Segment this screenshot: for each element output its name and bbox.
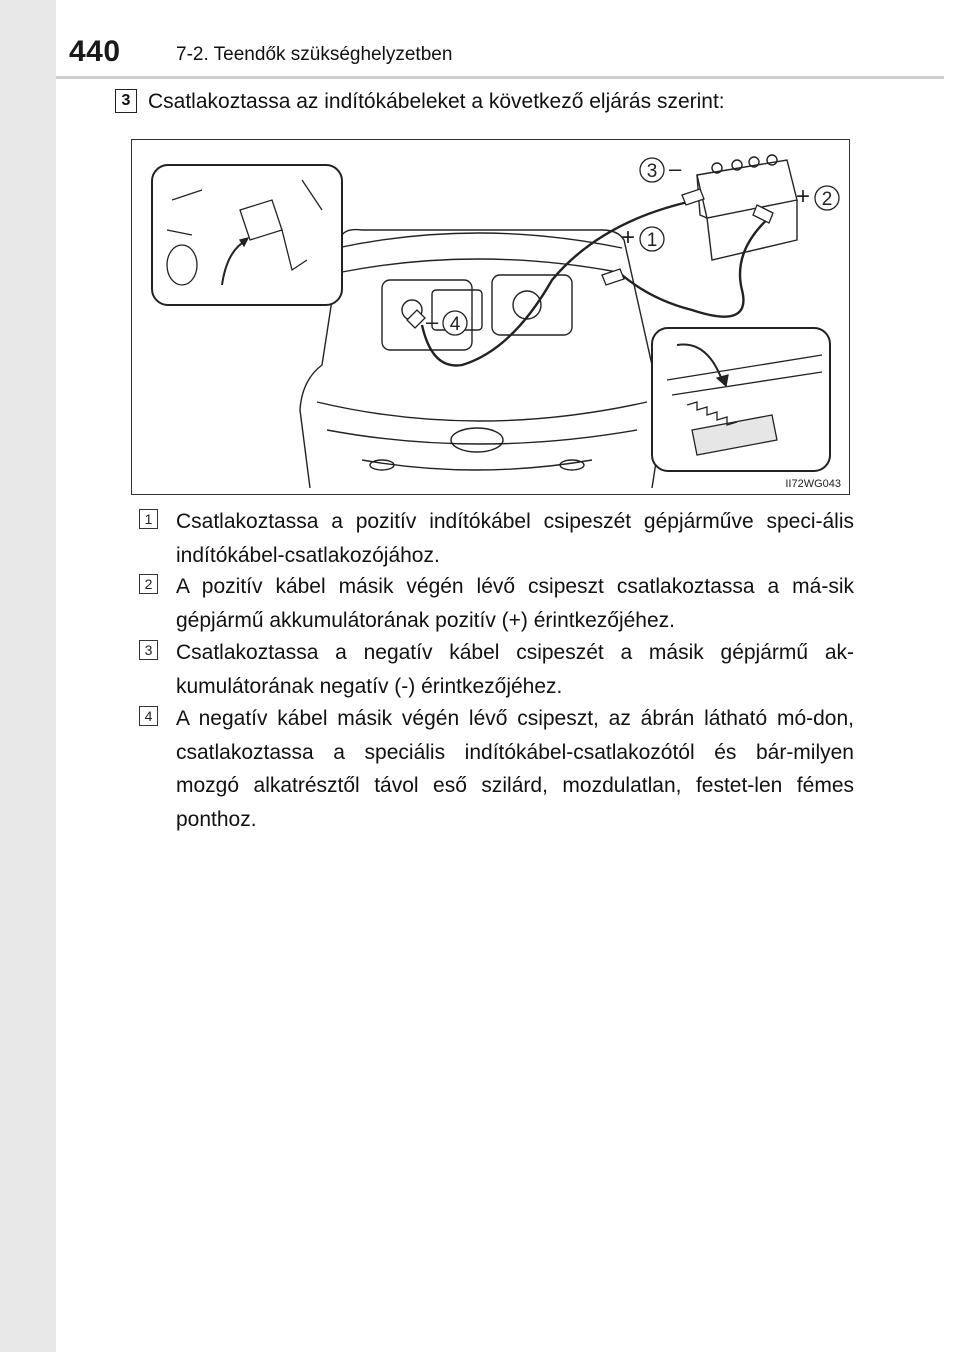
item-number-box: 4 (139, 706, 158, 726)
step-instruction: Csatlakoztassa az indítókábeleket a következő eljárás szerint: (148, 90, 725, 113)
left-inset-frame (152, 165, 342, 305)
callout-1: 1 (646, 230, 658, 251)
item-text: Csatlakoztassa a pozitív indítókábel csipeszét gépjárműve speci-ális indítókábel-csatlakozójához. (176, 510, 854, 567)
hood-edge (337, 233, 622, 248)
illustration-drawing (132, 140, 848, 493)
callout-1-sign: + (621, 224, 636, 251)
item-text: A negatív kábel másik végén lévő csipeszt, az ábrán látható mó-don, csatlakoztassa a speciális indítókábel-csatlakozótól és bár-milyen mozgó alkatrésztől távol eső szilárd, mozdulatlan, festet-len fémes ponthoz. (176, 707, 854, 831)
item-number-box: 1 (139, 509, 158, 529)
right-inset-frame (652, 328, 830, 471)
list-item (139, 702, 854, 837)
item-text: A pozitív kábel másik végén lévő csipeszt csatlakoztassa a má-sik gépjármű akkumulátorának pozitív (+) érintkezőjéhez. (176, 575, 854, 632)
item-number-box: 3 (139, 640, 158, 660)
clamp-1 (602, 269, 624, 285)
car-body-outline (300, 230, 665, 488)
callout-4: 4 (449, 314, 461, 335)
callout-2-sign: + (796, 183, 811, 210)
callout-3: 3 (646, 161, 658, 182)
step-number-box: 3 (115, 89, 137, 113)
header-divider (56, 76, 944, 79)
callout-4-sign: – (426, 309, 439, 334)
list-item (139, 505, 854, 575)
list-item (139, 570, 854, 640)
clamp-3 (682, 189, 704, 205)
page-number: 440 (69, 35, 121, 68)
section-title: 7-2. Teendők szükséghelyzetben (176, 44, 453, 65)
item-number-box: 2 (139, 574, 158, 594)
callout-3-sign: – (669, 156, 682, 181)
side-band (0, 0, 56, 1352)
item-text: Csatlakoztassa a negatív kábel csipeszét a másik gépjármű ak-kumulátorának negatív (-) érintkezőjéhez. (176, 641, 854, 698)
list-item (139, 636, 854, 706)
clamp-2 (753, 205, 773, 223)
jump-start-illustration (131, 139, 850, 495)
callout-2: 2 (821, 189, 833, 210)
figure-code: II72WG043 (785, 478, 841, 490)
